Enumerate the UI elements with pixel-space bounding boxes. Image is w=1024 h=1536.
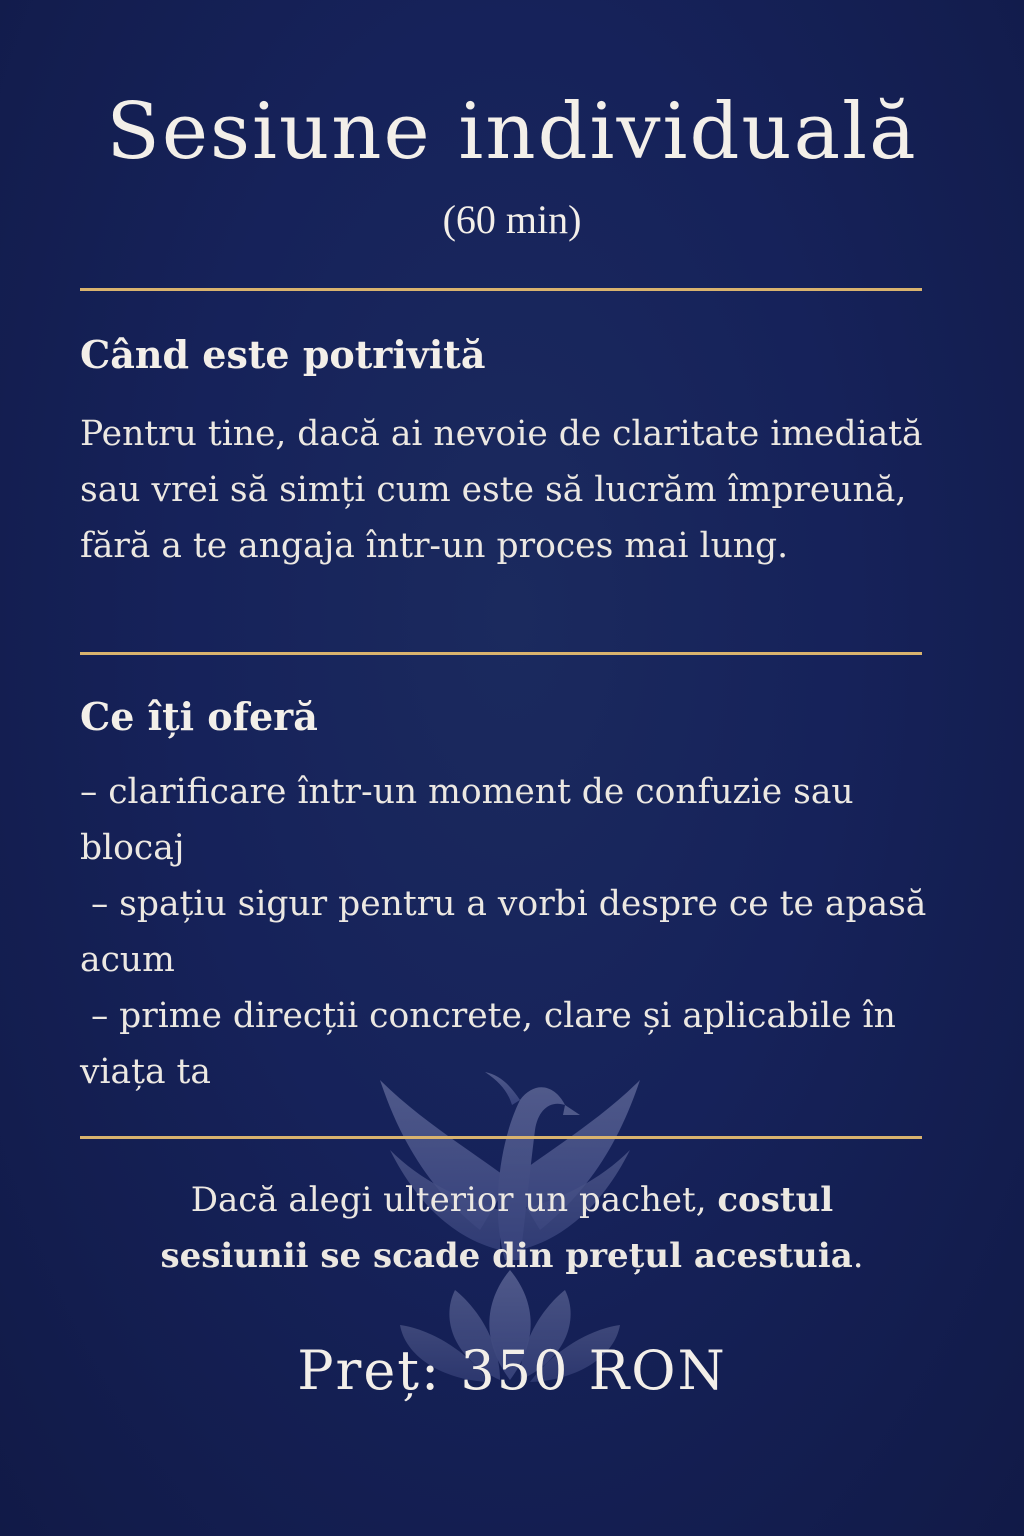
note-end: . <box>852 1236 864 1276</box>
duration-label: (60 min) <box>442 197 582 242</box>
list-item: – spațiu sigur pentru a vorbi despre ce te apasă acum <box>80 884 938 980</box>
package-discount-note <box>112 1172 912 1284</box>
price-label: Preț: 350 RON <box>297 1339 727 1402</box>
note-text: Dacă alegi ulterior un pachet, <box>190 1180 718 1220</box>
section-heading-offers: Ce îți oferă <box>80 694 318 739</box>
divider-top <box>80 288 922 291</box>
divider-bottom <box>80 1136 922 1139</box>
section-heading-when: Când este potrivită <box>80 332 486 377</box>
offers-list <box>80 764 940 1100</box>
list-item: – prime direcții concrete, clare și aplicabile în viața ta <box>80 996 907 1092</box>
page-title: Sesiune individuală <box>106 87 918 177</box>
note-bold-text: costul sesiunii se scade din prețul acestuia <box>160 1180 853 1276</box>
list-item: – clarificare într-un moment de confuzie sau blocaj <box>80 772 854 868</box>
divider-middle <box>80 652 922 655</box>
section-text-when: Pentru tine, dacă ai nevoie de claritate imediată sau vrei să simți cum este să lucrăm împreună, fără a te angaja într-un proces mai lung. <box>80 414 923 566</box>
